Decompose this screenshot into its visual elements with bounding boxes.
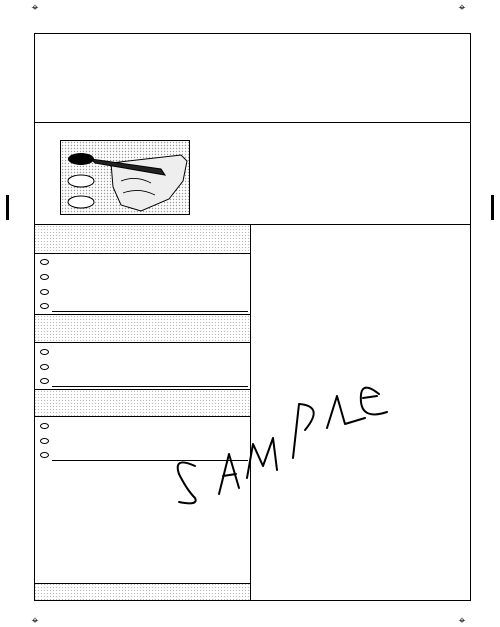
timing-marks-top <box>31 14 471 22</box>
vote-oval[interactable] <box>40 349 49 355</box>
registration-bar-right <box>491 195 494 220</box>
crosshair-bottom-left: ⌖ <box>31 613 39 627</box>
empty-oval <box>68 175 94 187</box>
vote-oval[interactable] <box>40 438 49 444</box>
sample-watermark <box>165 370 395 510</box>
candidate-row[interactable] <box>34 285 250 300</box>
end-divider <box>34 583 250 584</box>
vote-oval[interactable] <box>40 259 49 265</box>
vote-oval[interactable] <box>40 364 49 370</box>
crosshair-top-left: ⌖ <box>31 0 39 14</box>
registration-bar-left <box>6 195 9 220</box>
instruction-illustration <box>60 140 190 215</box>
candidate-row[interactable] <box>34 345 250 360</box>
race-divider <box>34 253 250 254</box>
end-of-voting-label <box>34 585 247 599</box>
empty-oval <box>68 196 94 208</box>
filled-oval <box>68 153 94 165</box>
ballot-header <box>34 33 471 123</box>
instructions-text <box>208 129 464 133</box>
candidate-row[interactable] <box>34 255 250 270</box>
vote-oval[interactable] <box>40 274 49 280</box>
vote-oval[interactable] <box>40 303 49 309</box>
race-header-bg <box>34 225 250 253</box>
vote-oval[interactable] <box>40 289 49 295</box>
race-divider <box>34 342 250 343</box>
crosshair-top-right: ⌖ <box>458 0 466 14</box>
vote-oval[interactable] <box>40 423 49 429</box>
hand-pen-illustration <box>61 141 189 214</box>
race-header-bg <box>34 315 250 342</box>
vote-oval[interactable] <box>40 452 49 458</box>
write-in-line <box>52 311 248 312</box>
timing-marks-bottom <box>31 602 471 610</box>
write-in-row[interactable] <box>34 299 250 314</box>
crosshair-bottom-right: ⌖ <box>458 613 466 627</box>
header-divider <box>34 122 471 123</box>
vote-oval[interactable] <box>40 378 49 384</box>
candidate-row[interactable] <box>34 270 250 285</box>
